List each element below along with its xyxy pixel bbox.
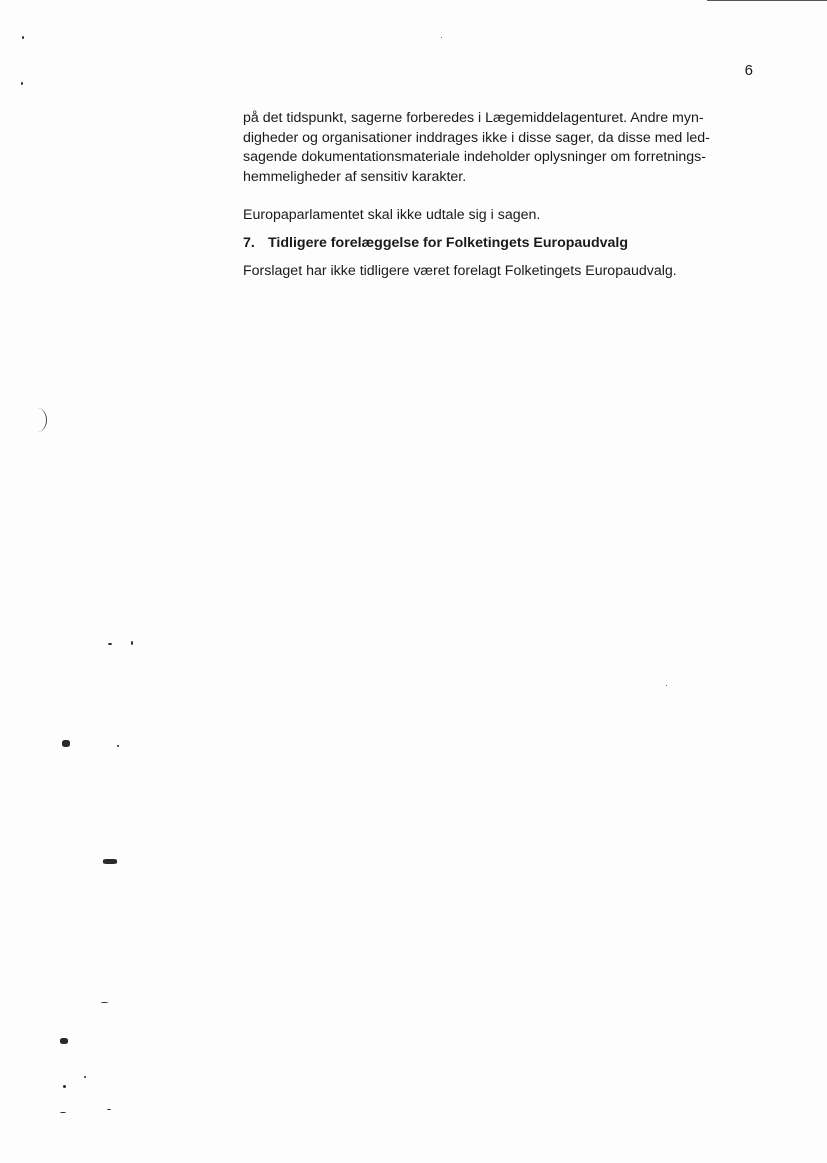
scan-speck: [107, 1109, 111, 1110]
scan-speck: [60, 1112, 66, 1113]
scan-speck: [101, 1002, 108, 1003]
paragraph-line: hemmeligheder af sensitiv karakter.: [243, 168, 467, 185]
scan-speck: [666, 685, 667, 686]
punch-hole-mark: [28, 408, 47, 432]
scan-speck: [60, 1038, 68, 1044]
scan-speck: [108, 643, 112, 645]
scan-speck: [63, 1085, 66, 1088]
paragraph-europaparlamentet: Europaparlamentet skal ikke udtale sig i sagen.: [243, 207, 541, 223]
scan-speck: [103, 859, 117, 864]
scan-speck: [441, 37, 442, 38]
paragraph-line: sagende dokumentationsmateriale indeholder oplysninger om forretnings-: [243, 149, 706, 165]
scan-speck: [117, 745, 119, 747]
scan-speck: [62, 740, 70, 747]
scan-speck: [131, 641, 133, 645]
scan-edge-rule: [707, 0, 827, 1]
paragraph-forslaget: Forslaget har ikke tidligere været forelagt Folketingets Europaudvalg.: [243, 263, 677, 279]
scan-speck: [21, 82, 23, 85]
scan-speck: [22, 36, 24, 39]
section-heading: [243, 234, 751, 254]
paragraph-line: på det tidspunkt, sagerne forberedes i Lægemiddelagenturet. Andre myn-: [243, 110, 704, 126]
paragraph-line: digheder og organisationer inddrages ikke i disse sager, da disse med led-: [243, 129, 710, 146]
page-number: 6: [744, 62, 753, 79]
section-heading-text: Tidligere forelæggelse for Folketingets Europaudvalg: [268, 234, 629, 251]
document-body: [243, 109, 751, 282]
scan-speck: [84, 1076, 86, 1078]
section-heading-number: 7.: [243, 234, 255, 251]
